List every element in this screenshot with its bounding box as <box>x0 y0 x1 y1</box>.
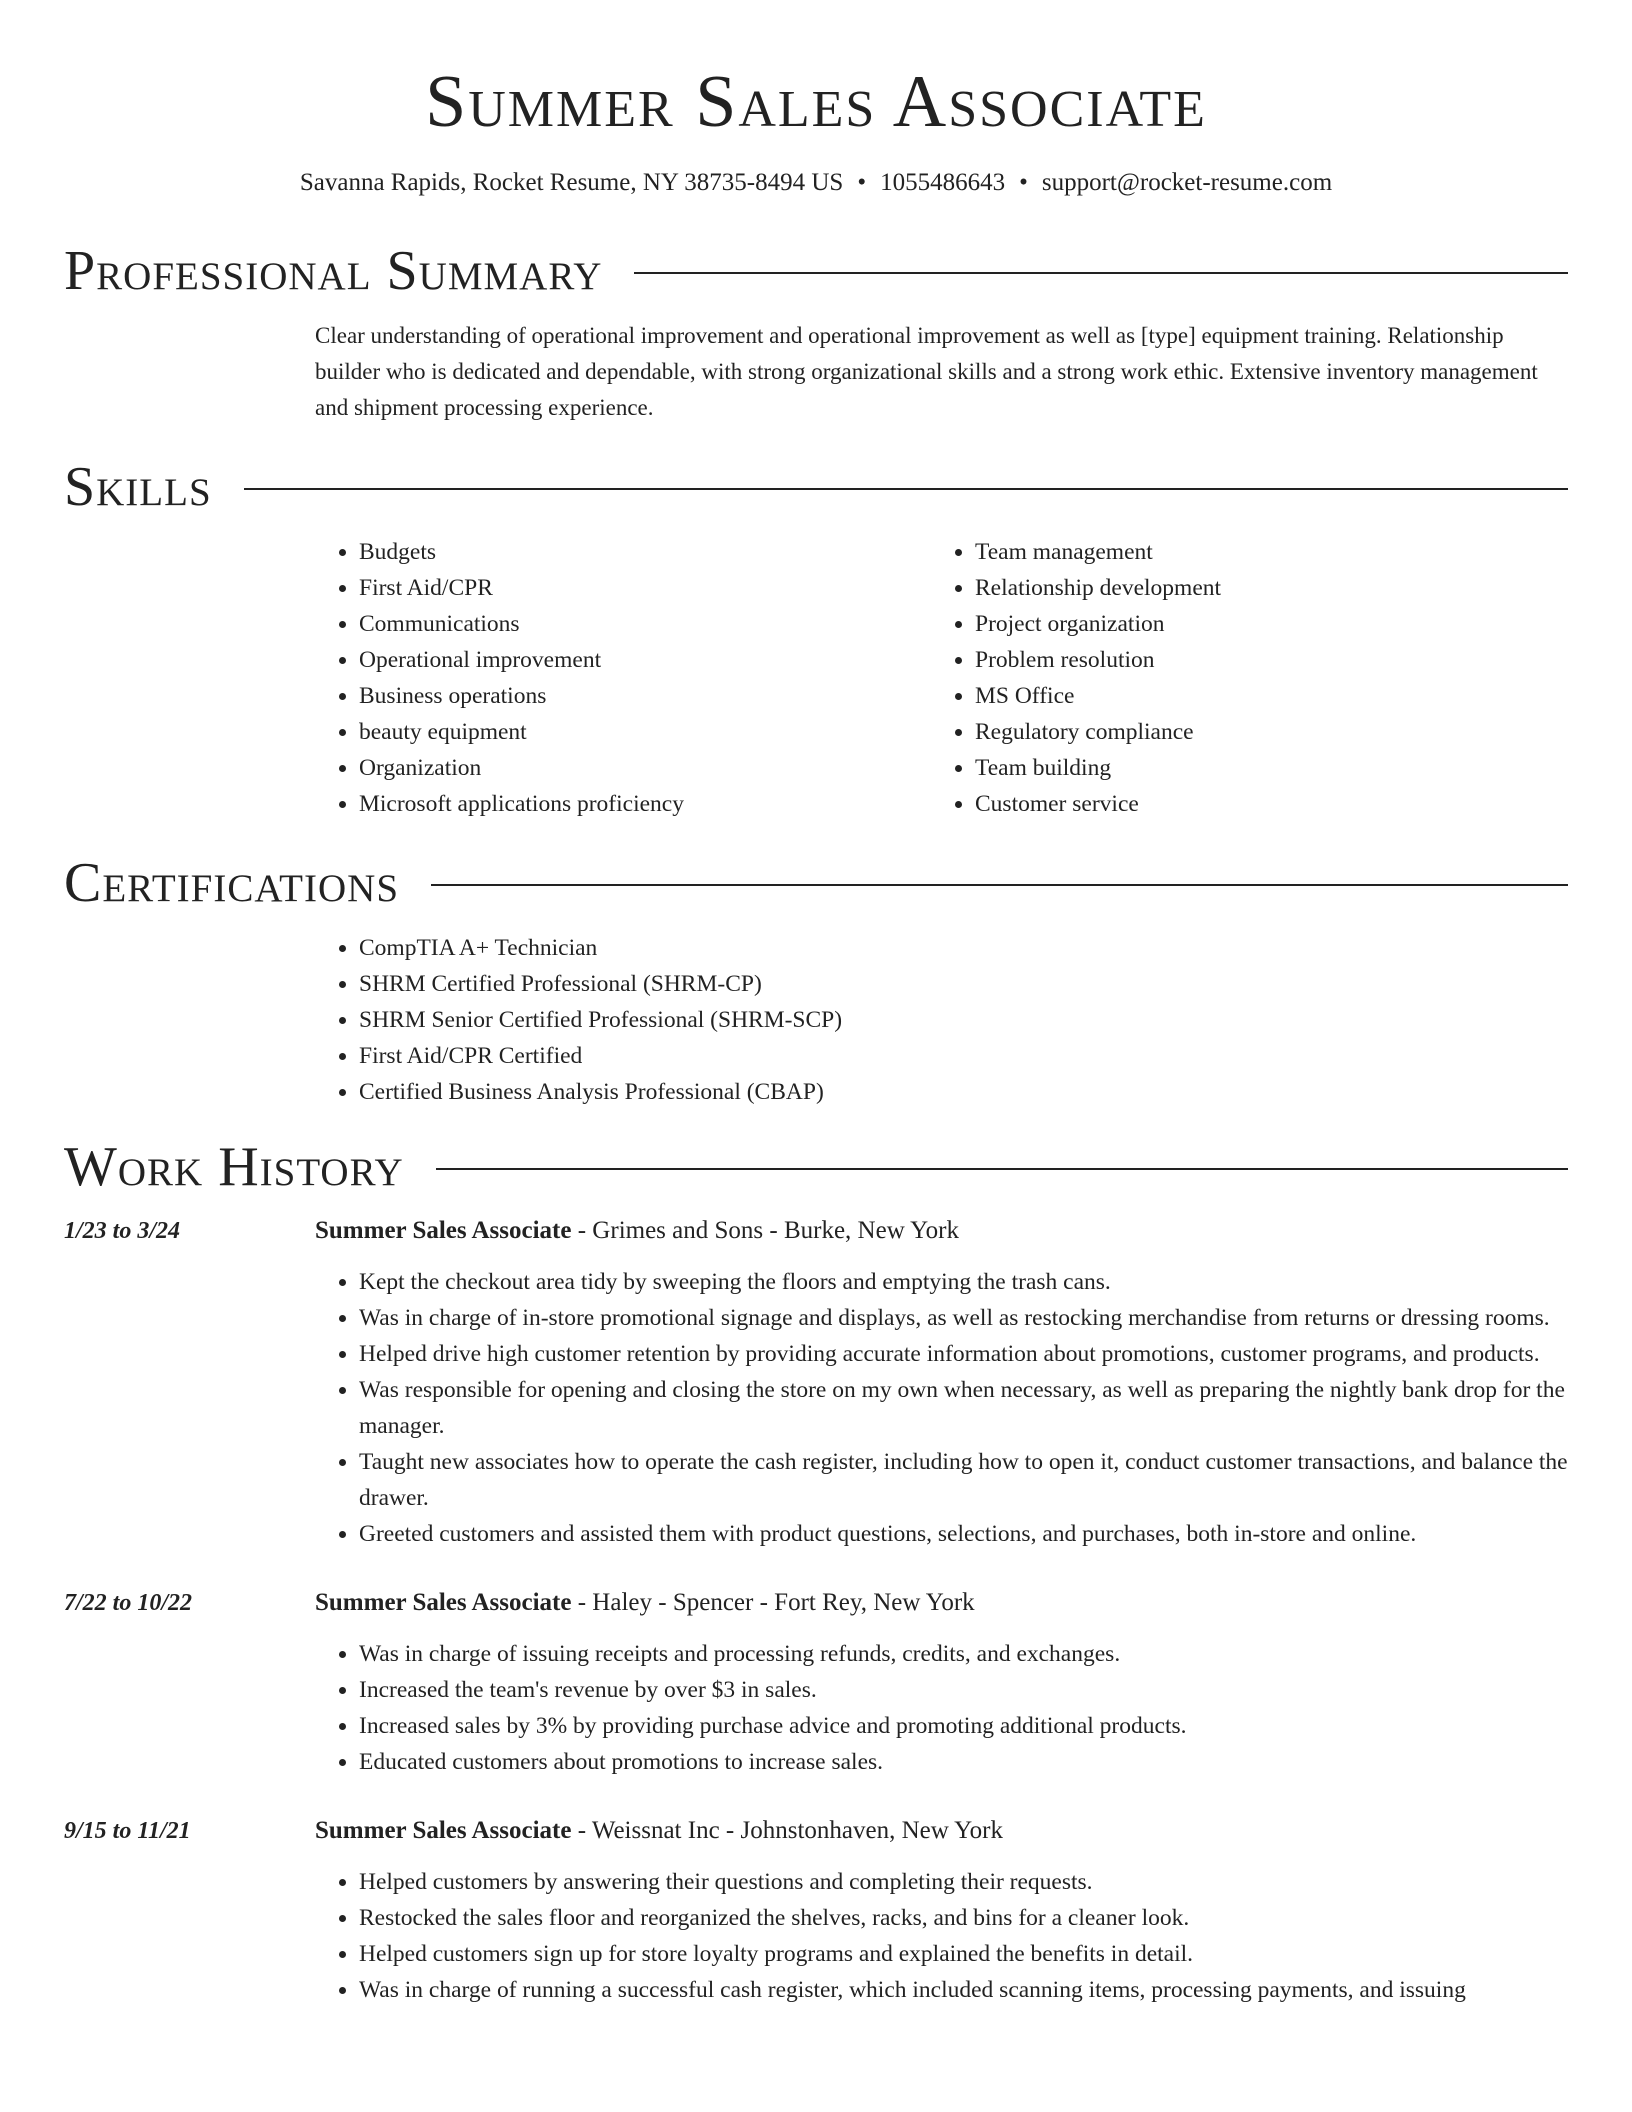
contact-phone: 1055486643 <box>880 169 1006 196</box>
job-dates: 9/15 to 11/21 <box>64 1818 191 1844</box>
certification-item: • Certified Business Analysis Professional (CBAP) <box>359 1074 1568 1110</box>
skill-item: • Business operations <box>359 678 931 714</box>
job-body <box>315 1212 1568 1552</box>
section-title-skills: Skills <box>64 456 212 518</box>
job-bullet: • Was in charge of in-store promotional signage and displays, as well as restocking merchandise from returns or dressing rooms. <box>359 1300 1568 1336</box>
skills-column-left <box>315 534 931 822</box>
skill-item: • MS Office <box>975 678 1547 714</box>
skills-column-right <box>931 534 1547 822</box>
job-title: Summer Sales Associate <box>315 1217 572 1244</box>
skills-list <box>315 534 1568 822</box>
job-bullet: • Increased the team's revenue by over $3 in sales. <box>359 1672 1568 1708</box>
job-bullet: • Greeted customers and assisted them with product questions, selections, and purchases, both in-store and online. <box>359 1516 1568 1552</box>
job-title: Summer Sales Associate <box>315 1589 572 1616</box>
job-bullet: • Was responsible for opening and closing the store on my own when necessary, as well as preparing the nightly bank drop for the manager. <box>359 1372 1568 1444</box>
section-header-summary <box>64 240 1568 302</box>
certification-item: • CompTIA A+ Technician <box>359 930 1568 966</box>
job-bullets <box>315 1864 1568 2008</box>
contact-address: Savanna Rapids, Rocket Resume, NY 38735-8494 US <box>299 169 844 196</box>
job-body <box>315 1584 1568 1780</box>
job-bullet: • Taught new associates how to operate the cash register, including how to open it, conduct customer transactions, and balance the drawer. <box>359 1444 1568 1516</box>
job-bullet: • Was in charge of issuing receipts and processing refunds, credits, and exchanges. <box>359 1636 1568 1672</box>
certification-item: • SHRM Certified Professional (SHRM-CP) <box>359 966 1568 1002</box>
skill-item: • Organization <box>359 750 931 786</box>
section-divider <box>431 884 1568 886</box>
certifications-list <box>315 930 1568 1110</box>
skill-item: • Microsoft applications proficiency <box>359 786 931 822</box>
contact-separator: • <box>1019 169 1028 196</box>
job-title: Summer Sales Associate <box>315 1817 572 1844</box>
section-header-skills <box>64 456 1568 518</box>
job-title-line <box>315 1812 1568 1850</box>
job-entry <box>64 1212 1568 1552</box>
skill-item: • Problem resolution <box>975 642 1547 678</box>
skill-item: • Team management <box>975 534 1547 570</box>
job-bullets <box>315 1636 1568 1780</box>
section-title-certifications: Certifications <box>64 852 400 914</box>
job-bullet: • Helped customers by answering their questions and completing their requests. <box>359 1864 1568 1900</box>
skill-item: • beauty equipment <box>359 714 931 750</box>
certification-item: • First Aid/CPR Certified <box>359 1038 1568 1074</box>
job-bullet: • Helped drive high customer retention by providing accurate information about promotions, customer programs, and products. <box>359 1336 1568 1372</box>
skill-item: • First Aid/CPR <box>359 570 931 606</box>
skill-item: • Project organization <box>975 606 1547 642</box>
job-bullets <box>315 1264 1568 1552</box>
job-bullet: • Educated customers about promotions to increase sales. <box>359 1744 1568 1780</box>
summary-text: Clear understanding of operational improvement and operational improvement as well as [type] equipment training. Relationship builder who is dedicated and dependable, with strong organizational skills and a strong work ethic. Extensive inventory management and shipment processing experience. <box>315 323 1538 420</box>
job-title-line <box>315 1212 1568 1250</box>
skill-item: • Budgets <box>359 534 931 570</box>
section-divider <box>244 488 1568 490</box>
job-dates: 1/23 to 3/24 <box>64 1218 181 1244</box>
resume-name: Summer Sales Associate <box>425 61 1207 143</box>
job-entry <box>64 1584 1568 1780</box>
certifications-bullets <box>315 930 1568 1110</box>
section-divider <box>634 272 1568 274</box>
job-company: - Weissnat Inc - Johnstonhaven, New York <box>571 1817 1003 1844</box>
section-title-summary: Professional Summary <box>64 240 603 302</box>
job-company: - Haley - Spencer - Fort Rey, New York <box>571 1589 975 1616</box>
section-header-certifications <box>64 852 1568 914</box>
job-bullet: • Kept the checkout area tidy by sweeping the floors and emptying the trash cans. <box>359 1264 1568 1300</box>
job-bullet: • Helped customers sign up for store loyalty programs and explained the benefits in detail. <box>359 1936 1568 1972</box>
skill-item: • Regulatory compliance <box>975 714 1547 750</box>
skill-item: • Customer service <box>975 786 1547 822</box>
job-entry <box>64 1812 1568 2008</box>
skill-item: • Team building <box>975 750 1547 786</box>
skill-item: • Relationship development <box>975 570 1547 606</box>
certification-item: • SHRM Senior Certified Professional (SHRM-SCP) <box>359 1002 1568 1038</box>
job-bullet: • Was in charge of running a successful cash register, which included scanning items, processing payments, and issuing <box>359 1972 1568 2008</box>
contact-line <box>64 166 1568 200</box>
section-divider <box>436 1168 1568 1170</box>
resume-page <box>64 0 1568 2008</box>
skill-item: • Communications <box>359 606 931 642</box>
job-bullet: • Restocked the sales floor and reorganized the shelves, racks, and bins for a cleaner look. <box>359 1900 1568 1936</box>
job-title-line <box>315 1584 1568 1622</box>
job-body <box>315 1812 1568 2008</box>
skill-item: • Operational improvement <box>359 642 931 678</box>
job-company: - Grimes and Sons - Burke, New York <box>571 1217 959 1244</box>
section-header-work <box>64 1136 1568 1198</box>
job-bullet: • Increased sales by 3% by providing purchase advice and promoting additional products. <box>359 1708 1568 1744</box>
section-title-work: Work History <box>64 1136 404 1198</box>
contact-separator: • <box>857 169 867 196</box>
job-dates: 7/22 to 10/22 <box>64 1590 193 1616</box>
contact-email: support@rocket-resume.com <box>1041 169 1333 196</box>
